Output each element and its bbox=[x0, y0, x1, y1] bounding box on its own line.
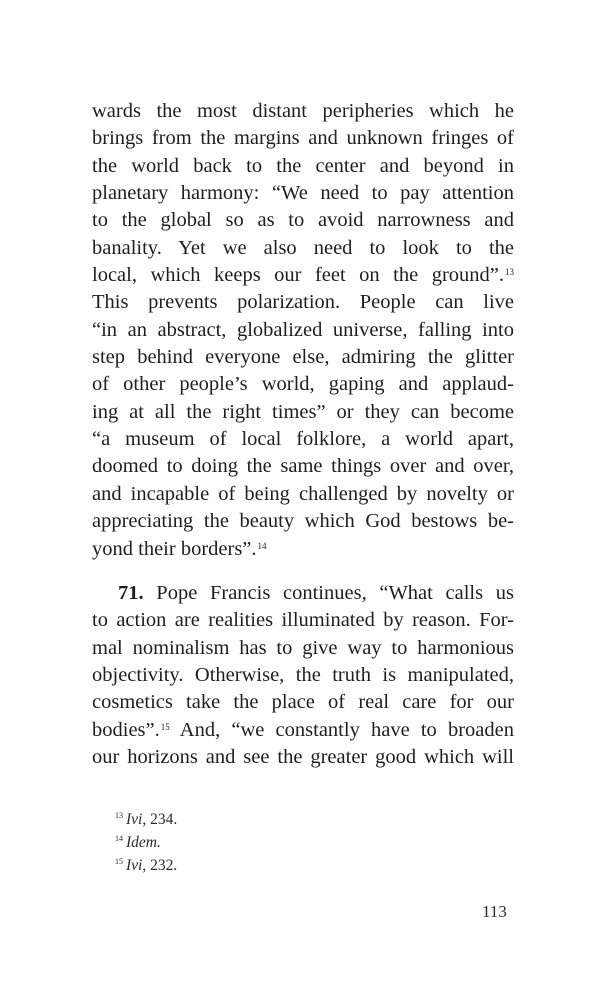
text-span: local, which keeps our feet on the ground”. bbox=[92, 264, 504, 287]
text-line: planetary harmony: “We need to pay attention bbox=[92, 182, 514, 205]
text-line bbox=[92, 717, 514, 744]
text-line: the world back to the center and beyond in bbox=[92, 154, 514, 177]
footnote-source: Ivi bbox=[126, 811, 143, 828]
text-line: of other people’s world, gaping and applaud- bbox=[92, 373, 514, 396]
text-line: objectivity. Otherwise, the truth is manipulated, bbox=[92, 663, 514, 686]
text-line: This prevents polarization. People can live bbox=[92, 291, 514, 314]
paragraph-70-continuation bbox=[92, 98, 514, 563]
text-line: appreciating the beauty which God bestows be- bbox=[92, 510, 514, 533]
footnote-page: , 232. bbox=[142, 857, 178, 874]
text-line bbox=[92, 536, 514, 563]
footnotes bbox=[114, 808, 177, 877]
text-line: ing at all the right times” or they can become bbox=[92, 400, 514, 423]
text-line bbox=[92, 262, 514, 289]
text-line: to the global so as to avoid narrowness and bbox=[92, 209, 514, 232]
page-body bbox=[92, 98, 514, 771]
footnote-page: , 234. bbox=[142, 811, 178, 828]
paragraph-gap bbox=[92, 563, 514, 580]
text-line: doomed to doing the same things over and over, bbox=[92, 455, 514, 478]
footnote-number: 14 bbox=[115, 834, 123, 843]
text-line: mal nominalism has to give way to harmonious bbox=[92, 636, 514, 659]
footnote-14 bbox=[114, 831, 177, 854]
text-line: step behind everyone else, admiring the glitter bbox=[92, 346, 514, 369]
paragraph-number: 71. bbox=[118, 581, 144, 604]
footnote-number: 13 bbox=[115, 811, 123, 820]
text-line: brings from the margins and unknown fringes of bbox=[92, 127, 514, 150]
footnote-ref-14[interactable]: 14 bbox=[257, 540, 267, 551]
text-span: Pope Francis continues, “What calls us bbox=[143, 581, 514, 604]
text-line: “in an abstract, globalized universe, falling into bbox=[92, 318, 514, 341]
text-line: banality. Yet we also need to look to the bbox=[92, 236, 514, 259]
footnote-15 bbox=[114, 854, 177, 877]
text-line: and incapable of being challenged by novelty or bbox=[92, 482, 514, 505]
footnote-13 bbox=[114, 808, 177, 831]
footnote-ref-13[interactable]: 13 bbox=[505, 267, 514, 278]
text-span: bodies”. bbox=[92, 718, 160, 741]
text-line: cosmetics take the place of real care for our bbox=[92, 691, 514, 714]
text-line: to action are realities illuminated by reason. For- bbox=[92, 609, 514, 632]
footnote-number: 15 bbox=[115, 857, 123, 866]
footnote-source: Idem. bbox=[126, 834, 161, 851]
text-line: our horizons and see the greater good which will bbox=[92, 745, 514, 768]
text-line: “a museum of local folklore, a world apart, bbox=[92, 428, 514, 451]
paragraph-71 bbox=[92, 580, 514, 771]
text-line bbox=[92, 580, 514, 607]
page-number: 113 bbox=[482, 902, 507, 921]
text-line: wards the most distant peripheries which he bbox=[92, 100, 514, 122]
footnote-source: Ivi bbox=[126, 857, 143, 874]
text-span: yond their borders”. bbox=[92, 537, 257, 560]
footnote-ref-15[interactable]: 15 bbox=[160, 721, 170, 732]
text-span: And, “we constantly have to broaden bbox=[169, 718, 514, 741]
